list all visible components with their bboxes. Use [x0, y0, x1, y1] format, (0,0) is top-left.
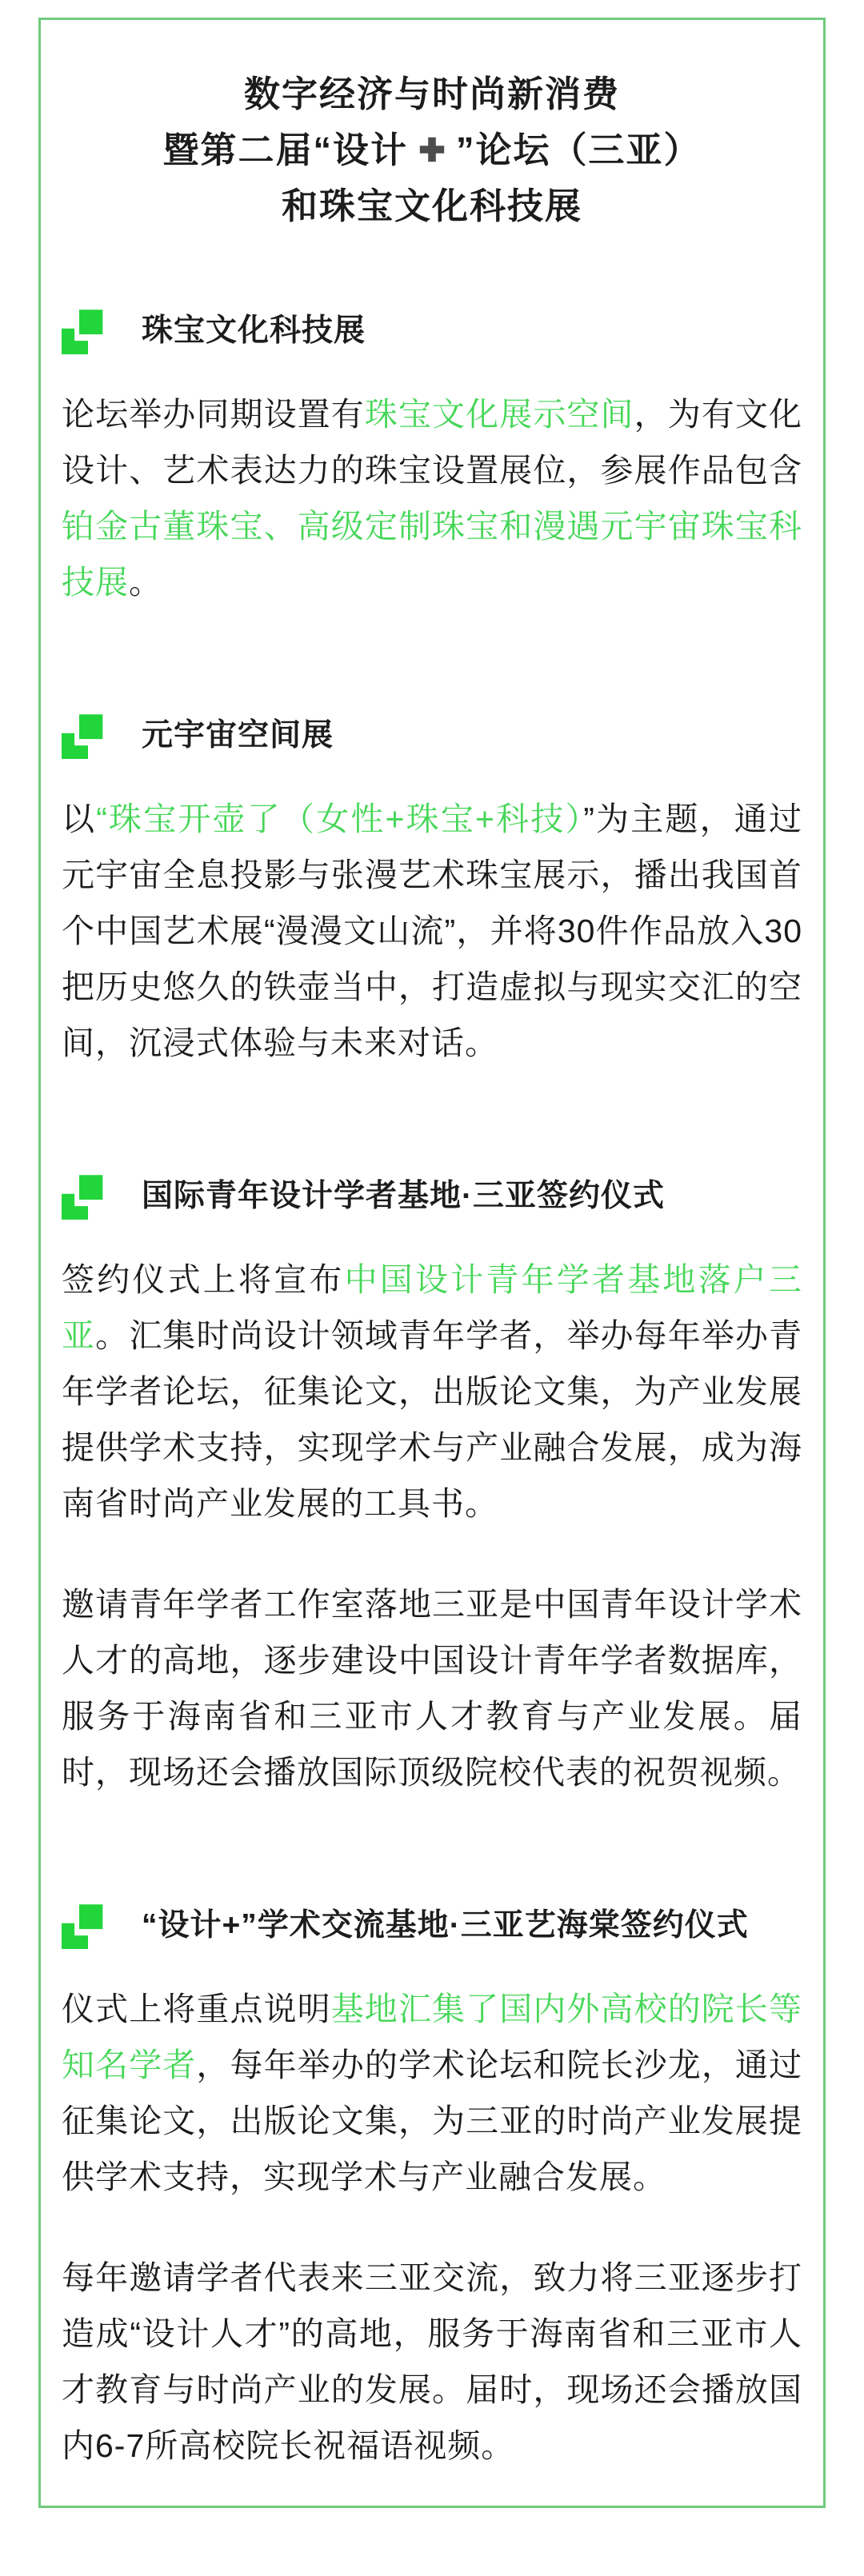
section-title: 国际青年设计学者基地·三亚签约仪式 — [142, 1179, 665, 1213]
highlighted-text: 中国设计青年学者基地落户三亚 — [62, 1261, 803, 1354]
title-line-3: 和珠宝文化科技展 — [281, 186, 582, 226]
sections-container — [62, 302, 802, 2474]
content-section — [62, 302, 802, 610]
section-header — [62, 706, 802, 759]
content-section — [62, 706, 802, 1071]
page-title — [62, 66, 802, 234]
section-title: “设计+”学术交流基地·三亚艺海棠签约仪式 — [142, 1908, 749, 1943]
body-text: ，为有文化设计、艺术表达力的珠宝设置展位，参展作品包含 — [62, 396, 803, 489]
highlighted-text: 铂金古董珠宝、高级定制珠宝和漫遇元宇宙珠宝科技展 — [62, 508, 802, 601]
body-text: ，每年举办的学术论坛和院长沙龙，通过征集论文，出版论文集，为三亚的时尚产业发展提供学术支持，实现学术与产业融合发展。 — [62, 2047, 803, 2195]
paragraph — [62, 386, 802, 610]
content-section — [62, 1896, 802, 2474]
paragraph — [62, 791, 802, 1071]
green-blocks-icon — [62, 302, 114, 354]
green-blocks-icon — [62, 1896, 114, 1949]
content-section — [62, 1167, 802, 1800]
body-text: 每年邀请学者代表来三亚交流，致力将三亚逐步打造成“设计人才”的高地，服务于海南省和三亚市人才教育与时尚产业的发展。届时，现场还会播放国内6-7所高校院长祝福语视频。 — [62, 2259, 802, 2464]
section-body — [62, 1981, 802, 2474]
paragraph — [62, 2250, 802, 2474]
green-blocks-icon — [62, 706, 114, 759]
section-header — [62, 1167, 802, 1220]
section-title: 元宇宙空间展 — [142, 718, 334, 753]
section-body — [62, 791, 802, 1071]
section-header — [62, 302, 802, 354]
section-body — [62, 386, 802, 610]
body-text: 邀请青年学者工作室落地三亚是中国青年设计学术人才的高地，逐步建设中国设计青年学者数据库，服务于海南省和三亚市人才教育与产业发展。届时，现场还会播放国际顶级院校代表的祝贺视频。 — [62, 1586, 802, 1791]
plus-icon — [416, 134, 448, 166]
highlighted-text: 基地汇集了国内外高校的院长等知名学者 — [62, 1991, 803, 2083]
body-text: ”为主题，通过元宇宙全息投影与张漫艺术珠宝展示，播出我国首个中国艺术展“漫漫文山流”，并将30件作品放入30把历史悠久的铁壶当中，打造虚拟与现实交汇的空间，沉浸式体验与未来对话。 — [62, 801, 802, 1061]
highlighted-text: “珠宝开壶了（女性+珠宝+科技） — [96, 801, 584, 837]
title-line-2 — [162, 130, 701, 170]
paragraph — [62, 1981, 802, 2205]
body-text: 论坛举办同期设置有 — [62, 396, 365, 433]
paragraph — [62, 1252, 802, 1532]
green-blocks-icon — [62, 1167, 114, 1220]
body-text: 。 — [129, 564, 162, 601]
body-text: 签约仪式上将宣布 — [62, 1261, 345, 1298]
section-body — [62, 1252, 802, 1800]
article-card — [38, 18, 826, 2508]
body-text: 以 — [62, 801, 97, 837]
highlighted-text: 珠宝文化展示空间 — [364, 396, 634, 433]
title-line-2-suffix: ”论坛（三亚） — [456, 130, 702, 170]
title-line-1: 数字经济与时尚新消费 — [243, 74, 620, 114]
section-title: 珠宝文化科技展 — [142, 314, 366, 348]
paragraph — [62, 1576, 802, 1800]
title-line-2-prefix: 暨第二届“设计 — [162, 130, 408, 170]
body-text: 仪式上将重点说明 — [62, 1991, 331, 2027]
section-header — [62, 1896, 802, 1949]
body-text: 。汇集时尚设计领域青年学者，举办每年举办青年学者论坛，征集论文，出版论文集，为产业发展提供学术支持，实现学术与产业融合发展，成为海南省时尚产业发展的工具书。 — [62, 1317, 803, 1522]
